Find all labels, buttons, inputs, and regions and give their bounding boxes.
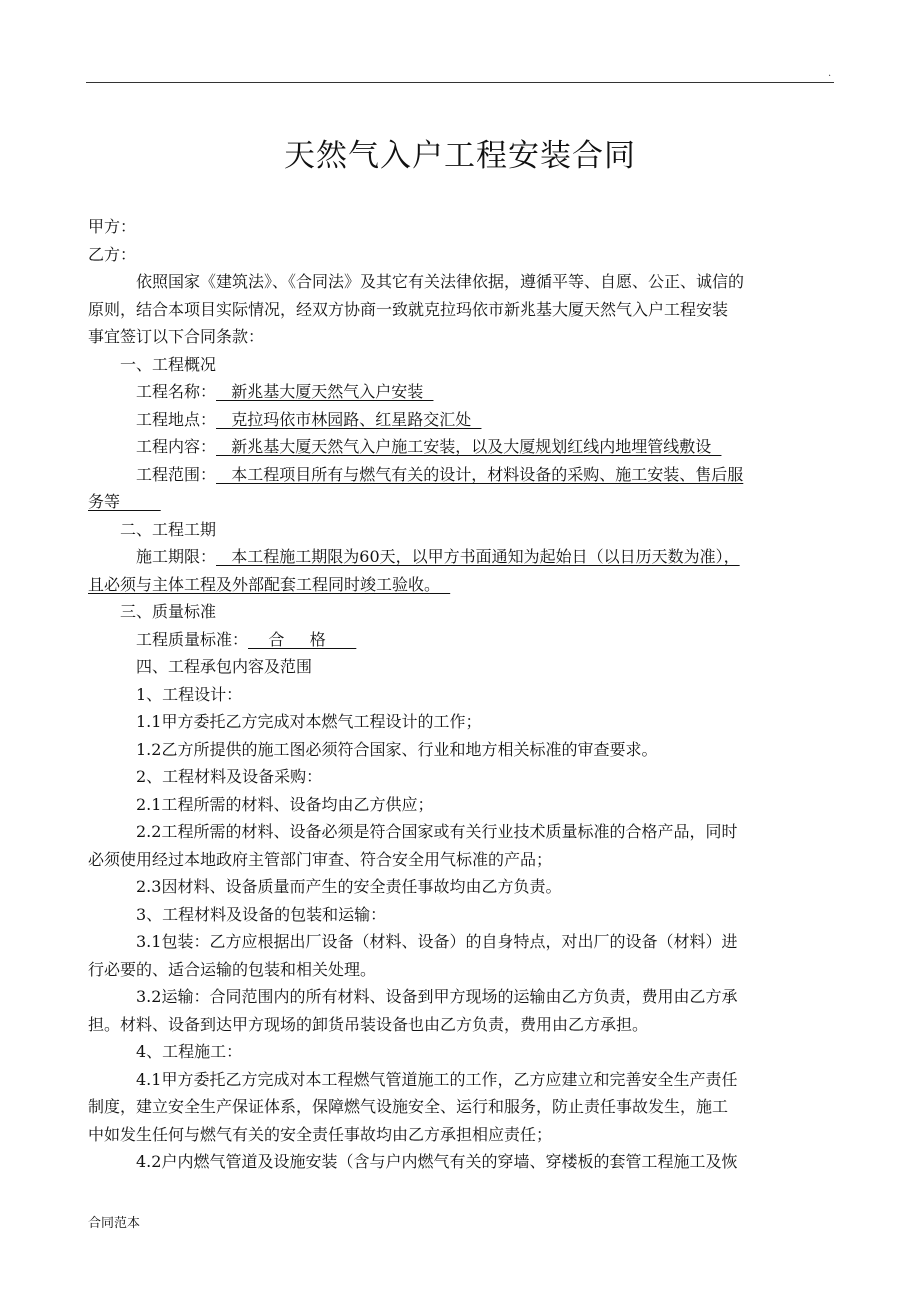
project-name-label: 工程名称： — [136, 382, 217, 401]
section-2-heading: 二、工程工期 — [120, 519, 217, 539]
clause-3-1-line-2: 行必要的、适合运输的包装和相关处理。 — [88, 959, 377, 979]
project-site-label: 工程地点： — [136, 409, 217, 429]
document-body — [88, 213, 840, 1176]
clause-line: 1.2乙方所提供的施工图必须符合国家、行业和地方相关标准的审查要求。 — [136, 739, 658, 759]
project-content-label: 工程内容： — [136, 437, 217, 456]
clause-4-1-line-3: 中如发生任何与燃气有关的安全责任事故均由乙方承担相应责任； — [88, 1124, 553, 1144]
clause-2-2-line-2: 必须使用经过本地政府主管部门审查、符合安全用气标准的产品； — [88, 849, 553, 869]
clause-line: 1.1甲方委托乙方完成对本燃气工程设计的工作； — [136, 712, 482, 731]
clause-4: 4、工程施工： — [136, 1042, 243, 1061]
clause-line: 1、工程设计： — [136, 684, 243, 704]
clause-4-1-line-1: 4.1甲方委托乙方完成对本工程燃气管道施工的工作，乙方应建立和完善安全生产责任 — [136, 1069, 738, 1089]
quality-standard-row — [88, 626, 840, 654]
clause-3-2-line-1: 3.2运输：合同范围内的所有材料、设备到甲方现场的运输由乙方负责，费用由乙方承 — [136, 987, 738, 1006]
clause-2-2-line-1: 2.2工程所需的材料、设备必须是符合国家或有关行业技术质量标准的合格产品，同时 — [136, 822, 738, 841]
project-scope-label: 工程范围： — [136, 464, 217, 484]
party-a-label: 甲方： — [88, 217, 137, 236]
construction-period-value-1: 本工程施工期限为60天，以甲方书面通知为起始日（以日历天数为准）， — [216, 547, 740, 566]
project-site-value: 克拉玛依市林园路、红星路交汇处 — [216, 409, 482, 429]
section-4-heading: 四、工程承包内容及范围 — [136, 657, 313, 676]
clause-2-3: 2.3因材料、设备质量而产生的安全责任事故均由乙方负责。 — [136, 877, 562, 896]
preamble-line-1: 依照国家《建筑法》、《合同法》及其它有关法律依据，遵循平等、自愿、公正、诚信的 — [136, 272, 745, 291]
clause-line: 2、工程材料及设备采购： — [136, 767, 323, 786]
preamble-line-3: 事宜签订以下合同条款： — [88, 327, 265, 346]
project-scope-row — [88, 461, 840, 489]
preamble-line-2: 原则，结合本项目实际情况，经双方协商一致就克拉玛依市新兆基大厦天然气入户工程安装 — [88, 299, 729, 319]
clause-4-2-line-1: 4.2户内燃气管道及设施安装（含与户内燃气有关的穿墙、穿楼板的套管工程施工及恢 — [136, 1152, 738, 1171]
construction-period-row-2 — [88, 571, 840, 599]
project-content-value: 新兆基大厦天然气入户施工安装，以及大厦规划红线内地埋管线敷设 — [216, 437, 722, 456]
construction-period-label: 施工期限： — [136, 547, 217, 566]
quality-standard-value: 合 格 — [248, 629, 357, 649]
construction-period-value-2: 且必须与主体工程及外部配套工程同时竣工验收。 — [88, 574, 451, 594]
project-name-value: 新兆基大厦天然气入户安装 — [216, 382, 434, 401]
clause-4-1-line-2: 制度，建立安全生产保证体系，保障燃气设施安全、运行和服务，防止责任事故发生，施工 — [88, 1097, 729, 1116]
project-scope-row-2 — [88, 488, 840, 516]
project-name-row — [88, 378, 840, 406]
page-footer: 合同范本 — [88, 1216, 141, 1231]
quality-standard-label: 工程质量标准： — [136, 629, 249, 649]
document-title: 天然气入户工程安装合同 — [284, 138, 636, 174]
clause-line: 2.1工程所需的材料、设备均由乙方供应； — [136, 794, 434, 814]
clause-3: 3、工程材料及设备的包装和运输： — [136, 904, 387, 924]
section-3-heading: 三、质量标准 — [120, 602, 217, 621]
project-site-row — [88, 406, 840, 434]
section-1-heading: 一、工程概况 — [120, 354, 217, 374]
header-dot: . — [828, 68, 832, 79]
construction-period-row — [88, 543, 840, 571]
clause-3-2-line-2: 担。材料、设备到达甲方现场的卸货吊装设备也由乙方负责，费用由乙方承担。 — [88, 1014, 649, 1034]
project-scope-value-1: 本工程项目所有与燃气有关的设计，材料设备的采购、施工安装、售后服 — [216, 464, 744, 484]
party-b-label: 乙方： — [88, 244, 137, 264]
project-content-row — [88, 433, 840, 461]
clause-3-1-line-1: 3.1包装：乙方应根据出厂设备（材料、设备）的自身特点，对出厂的设备（材料）进 — [136, 932, 738, 951]
project-scope-value-2: 务等 — [88, 492, 161, 511]
header-rule — [86, 82, 834, 83]
